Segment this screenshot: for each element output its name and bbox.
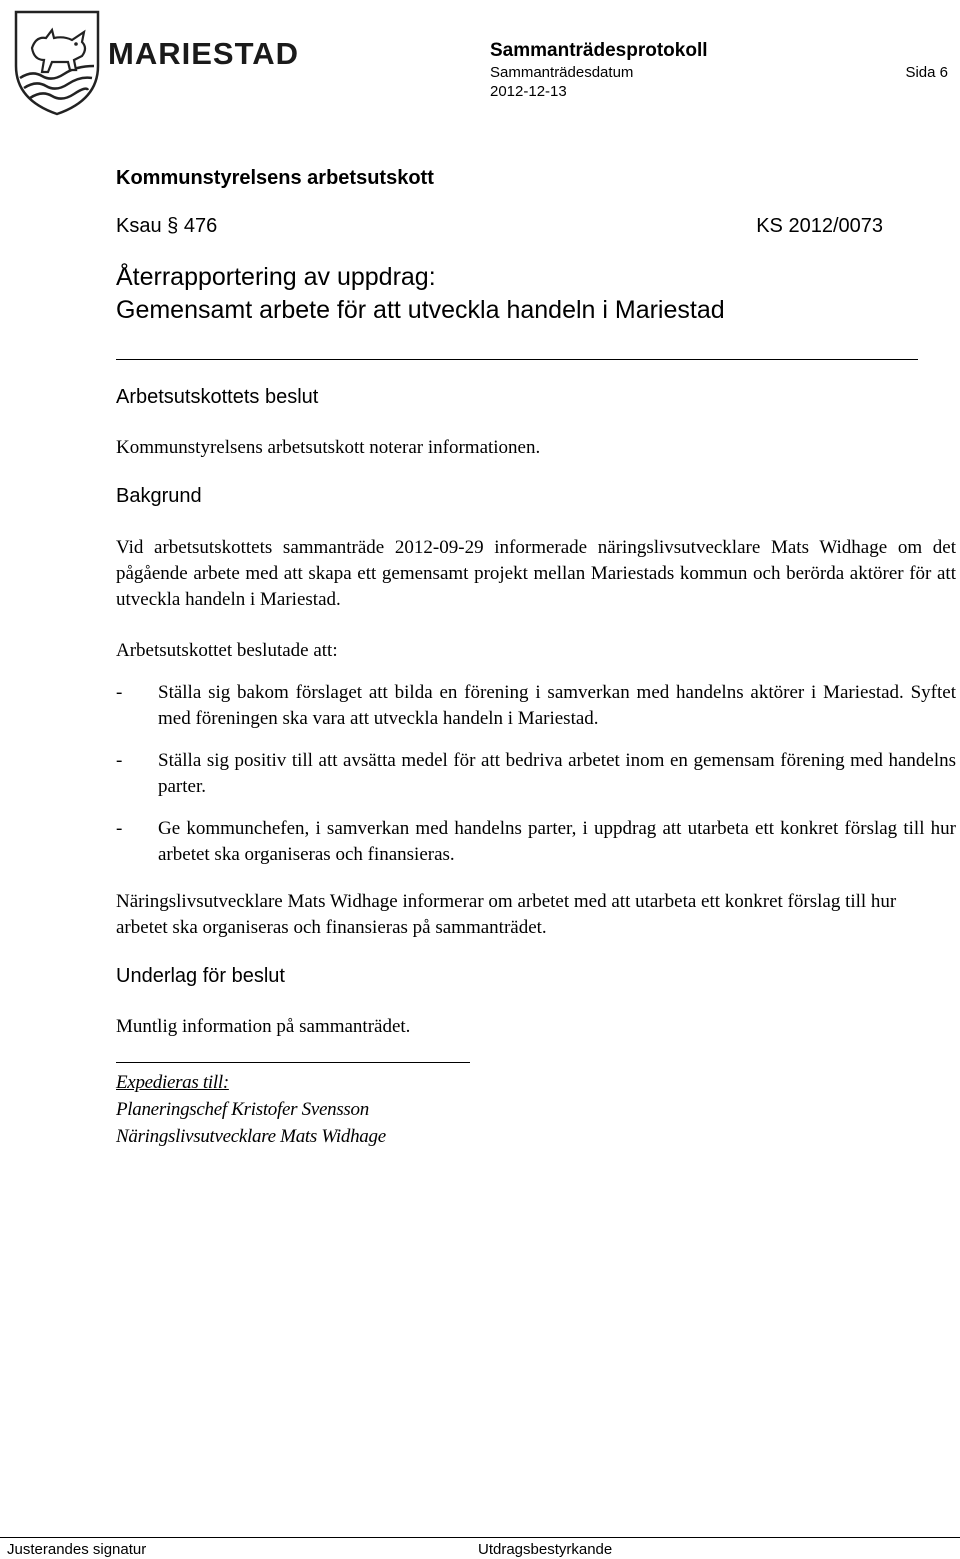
list-item (116, 680, 956, 732)
list-item (116, 816, 956, 868)
distribution-divider (116, 1062, 470, 1063)
bullet-dash: - (116, 682, 123, 703)
coat-of-arms-icon (12, 8, 102, 118)
title-divider (116, 359, 918, 360)
meeting-date-label: Sammanträdesdatum (490, 64, 634, 81)
background-heading: Bakgrund (116, 485, 202, 507)
bullet-text: Ställa sig positiv till att avsätta medel för att bedriva arbetet inom en gemensam förening med handelns parter. (158, 750, 956, 797)
extract-certification-label: Utdragsbestyrkande (478, 1541, 613, 1558)
decision-heading: Arbetsutskottets beslut (116, 386, 319, 408)
protocol-title: Sammanträdesprotokoll (490, 40, 708, 61)
basis-heading: Underlag för beslut (116, 965, 285, 987)
distribution-recipient: Planeringschef Kristofer Svensson (116, 1099, 369, 1120)
paragraph-id: Ksau § 476 (116, 215, 218, 237)
decision-text: Kommunstyrelsens arbetsutskott noterar informationen. (116, 437, 541, 458)
page-number: Sida 6 (905, 64, 948, 81)
information-text: Näringslivsutvecklare Mats Widhage informerar om arbetet med att utarbeta ett konkret förslag till hur arbetet ska organiseras och finansieras på sammanträdet. (116, 891, 897, 938)
matter-title-line1: Återrapportering av uppdrag: (116, 263, 436, 291)
footer-divider (0, 1537, 960, 1538)
committee-name: Kommunstyrelsens arbetsutskott (116, 167, 434, 189)
resolved-intro: Arbetsutskottet beslutade att: (116, 640, 338, 661)
meeting-date: 2012-12-13 (490, 83, 567, 100)
basis-text: Muntlig information på sammanträdet. (116, 1016, 411, 1037)
distribution-label: Expedieras till: (116, 1072, 229, 1093)
bullet-dash: - (116, 750, 123, 771)
bullet-dash: - (116, 818, 123, 839)
bullet-text: Ge kommunchefen, i samverkan med handelns parter, i uppdrag att utarbeta ett konkret förslag till hur arbetet ska organiseras och finansieras. (158, 818, 956, 865)
bullet-text: Ställa sig bakom förslaget att bilda en förening i samverkan med handelns aktörer i Mariestad. Syftet med föreningen ska vara att utveckla handeln i Mariestad. (158, 682, 956, 729)
logo-wordmark: MARIESTAD (108, 36, 299, 71)
case-number: KS 2012/0073 (756, 215, 883, 237)
adjuster-signature-label: Justerandes signatur (7, 1541, 147, 1558)
background-text: Vid arbetsutskottets sammanträde 2012-09-29 informerade näringslivsutvecklare Mats Widhage om det pågående arbete med att skapa ett gemensamt projekt mellan Mariestads kommun och berörda aktörer för att utveckla handeln i Mariestad. (116, 537, 956, 610)
matter-title-line2: Gemensamt arbete för att utveckla handeln i Mariestad (116, 296, 725, 324)
list-item (116, 748, 956, 800)
distribution-recipient: Näringslivsutvecklare Mats Widhage (116, 1126, 386, 1147)
resolution-list (116, 680, 956, 884)
